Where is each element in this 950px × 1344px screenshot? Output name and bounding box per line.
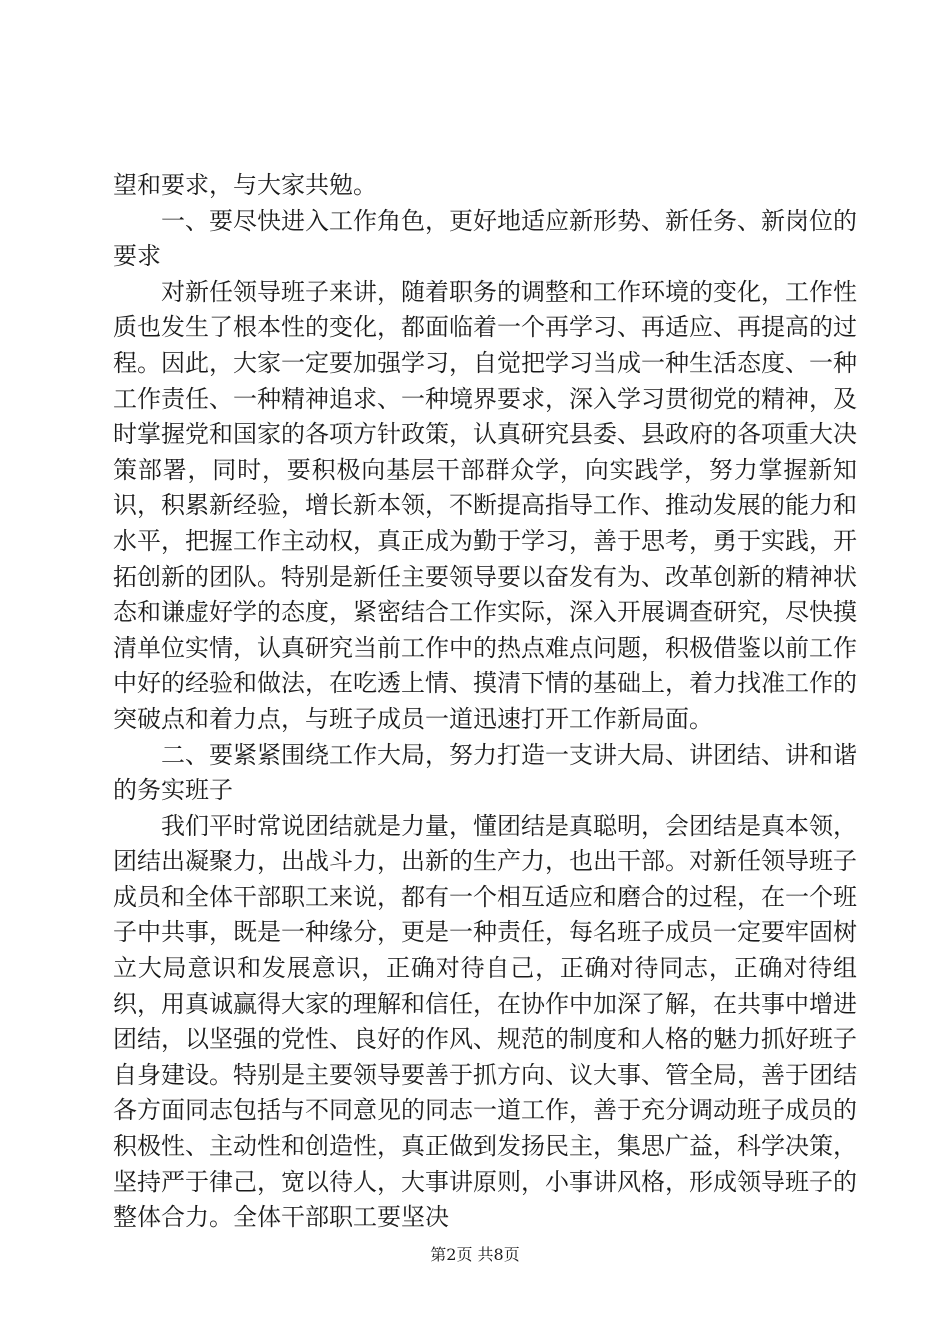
paragraph-section-2: 我们平时常说团结就是力量，懂团结是真聪明，会团结是真本领，团结出凝聚力，出战斗力，出新的生产力，也出干部。对新任领导班子成员和全体干部职工来说，都有一个相互适应和磨合的过程，在一个班子中共事，既是一种缘分，更是一种责任，每名班子成员一定要牢固树立大局意识和发展意识，正确对待自己，正确对待同志，正确对待组织，用真诚赢得大家的理解和信任，在协作中加深了解，在共事中增进团结，以坚强的党性、良好的作风、规范的制度和人格的魅力抓好班子自身建设。特别是主要领导要善于抓方向、议大事、管全局，善于团结各方面同志包括与不同意见的同志一道工作，善于充分调动班子成员的积极性、主动性和创造性，真正做到发扬民主，集思广益，科学决策，坚持严于律己，宽以待人，大事讲原则，小事讲风格，形成领导班子的整体合力。全体干部职工要坚决 <box>113 811 857 1232</box>
document-body <box>113 168 857 1236</box>
section-heading-2: 二、要紧紧围绕工作大局，努力打造一支讲大局、讲团结、讲和谐的务实班子 <box>113 740 857 805</box>
page-number-footer: 第2页 共8页 <box>430 1245 520 1264</box>
paragraph-continuation: 望和要求，与大家共勉。 <box>113 171 377 199</box>
section-heading-1: 一、要尽快进入工作角色，更好地适应新形势、新任务、新岗位的要求 <box>113 206 857 271</box>
paragraph-section-1: 对新任领导班子来讲，随着职务的调整和工作环境的变化，工作性质也发生了根本性的变化，都面临着一个再学习、再适应、再提高的过程。因此，大家一定要加强学习，自觉把学习当成一种生活态度、一种工作责任、一种精神追求、一种境界要求，深入学习贯彻党的精神，及时掌握党和国家的各项方针政策，认真研究县委、县政府的各项重大决策部署，同时，要积极向基层干部群众学，向实践学，努力掌握新知识，积累新经验，增长新本领，不断提高指导工作、推动发展的能力和水平，把握工作主动权，真正成为勤于学习，善于思考，勇于实践，开拓创新的团队。特别是新任主要领导要以奋发有为、改革创新的精神状态和谦虚好学的态度，紧密结合工作实际，深入开展调查研究，尽快摸清单位实情，认真研究当前工作中的热点难点问题，积极借鉴以前工作中好的经验和做法，在吃透上情、摸清下情的基础上，着力找准工作的突破点和着力点，与班子成员一道迅速打开工作新局面。 <box>113 277 857 733</box>
